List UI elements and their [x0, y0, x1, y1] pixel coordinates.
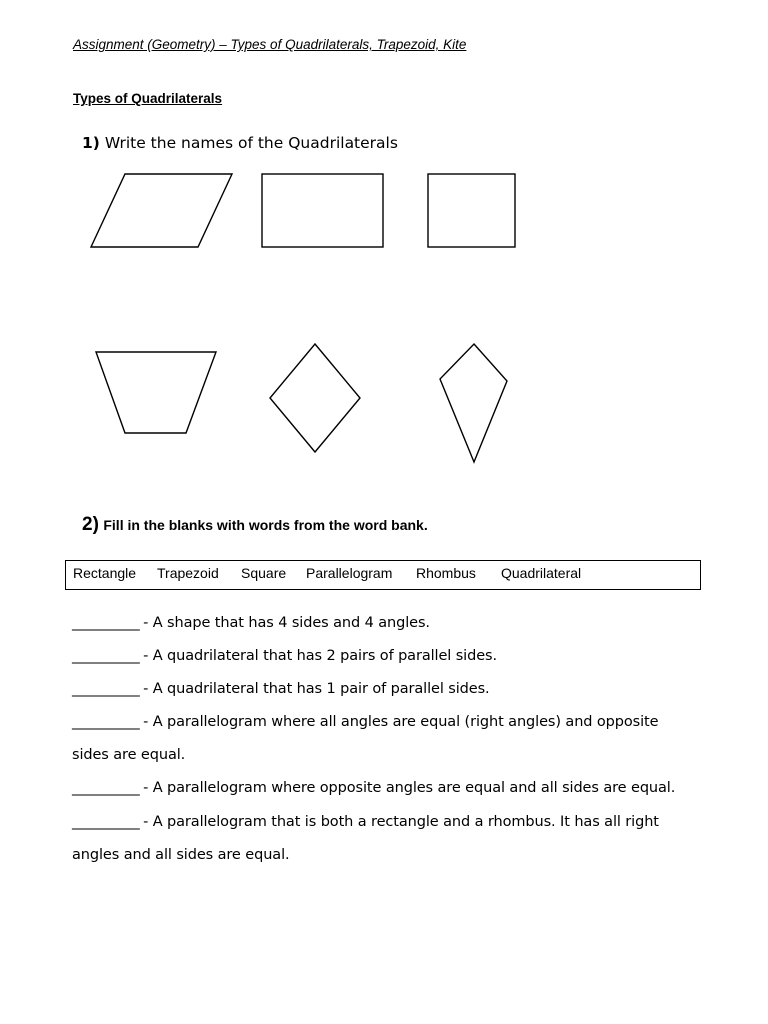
parallelogram-figure: [91, 174, 232, 247]
line-text: - A parallelogram where opposite angles are equal and all sides are equal.: [138, 780, 676, 796]
word-bank-item: Rhombus: [416, 565, 476, 581]
line-text: - A quadrilateral that has 1 pair of parallel sides.: [138, 681, 490, 697]
answer-blank: ___________: [72, 814, 139, 830]
assignment-title: Assignment (Geometry) – Types of Quadrilaterals, Trapezoid, Kite: [73, 37, 467, 52]
fill-in-line: [72, 681, 490, 697]
answer-blank: ___________: [72, 714, 139, 730]
question-2-text: Fill in the blanks with words from the word bank.: [103, 517, 428, 533]
word-bank-item: Rectangle: [73, 565, 137, 581]
word-bank-item: Parallelogram: [306, 565, 393, 581]
answer-blank: ___________: [72, 681, 139, 697]
kite-figure: [440, 344, 507, 462]
word-bank-item: Quadrilateral: [501, 565, 582, 581]
fill-in-line: [72, 814, 659, 830]
line-text: sides are equal.: [72, 747, 186, 763]
answer-blank: ___________: [72, 648, 139, 664]
question-2-number: 2): [82, 514, 99, 535]
fill-in-line-continuation: [72, 847, 290, 863]
line-text: - A quadrilateral that has 2 pairs of parallel sides.: [138, 648, 498, 664]
question-2-prompt: [82, 514, 428, 536]
fill-in-line: [72, 648, 497, 664]
word-bank: [65, 560, 701, 590]
word-bank-item: Square: [241, 565, 287, 581]
question-1-number: 1): [82, 134, 100, 152]
square-figure: [428, 174, 515, 247]
fill-in-line: [72, 615, 430, 631]
section-title: Types of Quadrilaterals: [73, 91, 223, 106]
rhombus-figure: [270, 344, 360, 452]
answer-blank: ___________: [72, 615, 139, 631]
fill-in-line-continuation: [72, 747, 185, 763]
line-text: - A shape that has 4 sides and 4 angles.: [138, 615, 430, 631]
rectangle-figure: [262, 174, 383, 247]
trapezoid-figure: [96, 352, 216, 433]
fill-in-line: [72, 780, 675, 796]
line-text: angles and all sides are equal.: [72, 847, 290, 863]
answer-blank: ___________: [72, 780, 139, 796]
line-text: - A parallelogram that is both a rectangle and a rhombus. It has all right: [138, 814, 659, 830]
line-text: - A parallelogram where all angles are equal (right angles) and opposite: [138, 714, 659, 730]
fill-in-line: [72, 714, 658, 730]
question-1-text: Write the names of the Quadrilaterals: [104, 134, 398, 152]
word-bank-item: Trapezoid: [157, 565, 219, 581]
